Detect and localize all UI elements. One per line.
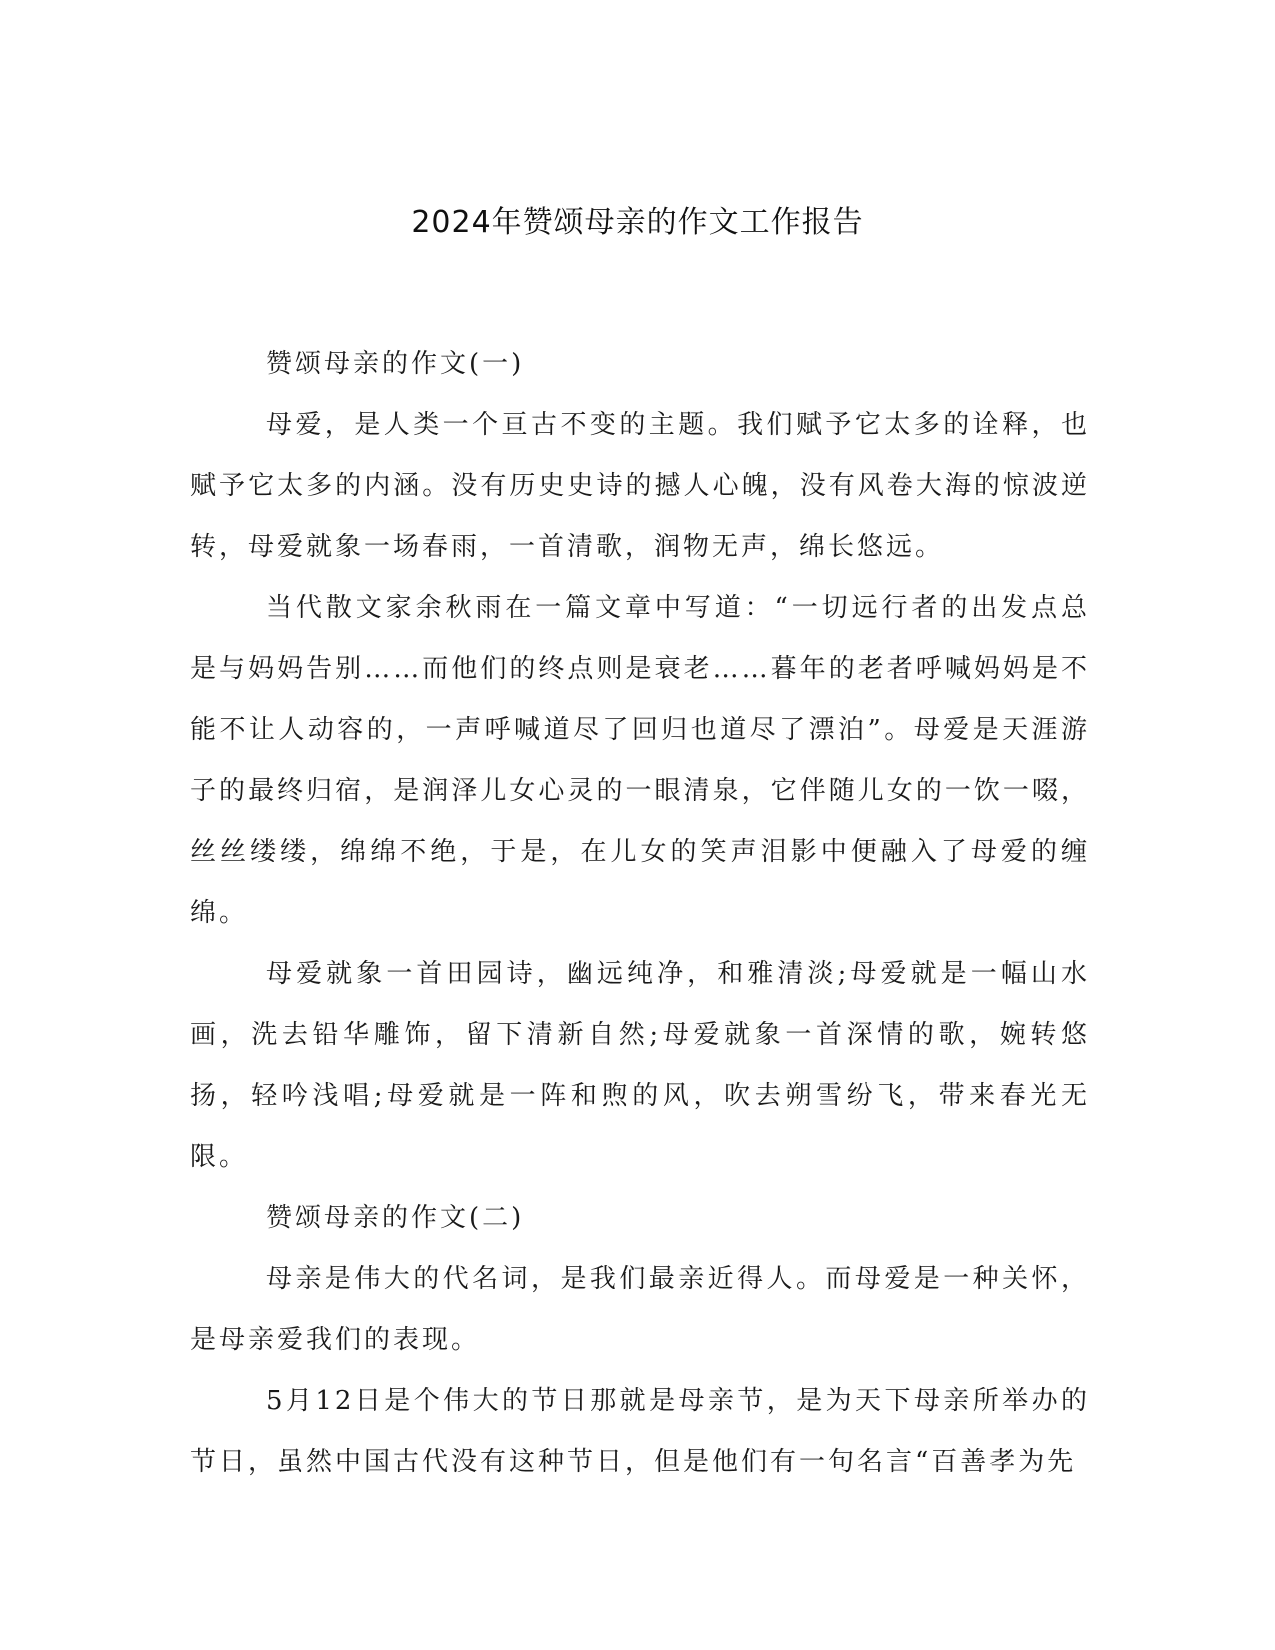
paragraph-4: 母亲是伟大的代名词，是我们最亲近得人。而母爱是一种关怀，是母亲爱我们的表现。 bbox=[190, 1264, 1090, 1355]
paragraph-2: 当代散文家余秋雨在一篇文章中写道：“一切远行者的出发点总是与妈妈告别……而他们的终点则是衰老……暮年的老者呼喊妈妈是不能不让人动容的，一声呼喊道尽了回归也道尽了漂泊”。母爱是天涯游子的最终归宿，是润泽儿女心灵的一眼清泉，它伴随儿女的一饮一啜，丝丝缕缕，绵绵不绝，于是，在儿女的笑声泪影中便融入了母爱的缠绵。 bbox=[190, 593, 1090, 928]
document-body bbox=[190, 334, 1090, 1493]
paragraph-1: 母爱，是人类一个亘古不变的主题。我们赋予它太多的诠释，也赋予它太多的内涵。没有历史史诗的撼人心魄，没有风卷大海的惊波逆转，母爱就象一场春雨，一首清歌，润物无声，绵长悠远。 bbox=[190, 410, 1090, 562]
paragraph-3: 母爱就象一首田园诗，幽远纯净，和雅清淡;母爱就是一幅山水画，洗去铅华雕饰，留下清新自然;母爱就象一首深情的歌，婉转悠扬，轻吟浅唱;母爱就是一阵和煦的风，吹去朔雪纷飞，带来春光无限。 bbox=[190, 959, 1090, 1172]
document-title: 2024年赞颂母亲的作文工作报告 bbox=[411, 205, 864, 240]
paragraph-5: 5月12日是个伟大的节日那就是母亲节，是为天下母亲所举办的节日，虽然中国古代没有这种节日，但是他们有一句名言“百善孝为先 bbox=[190, 1386, 1090, 1477]
section-heading-2: 赞颂母亲的作文(二) bbox=[266, 1203, 525, 1233]
section-heading-1: 赞颂母亲的作文(一) bbox=[266, 349, 525, 379]
